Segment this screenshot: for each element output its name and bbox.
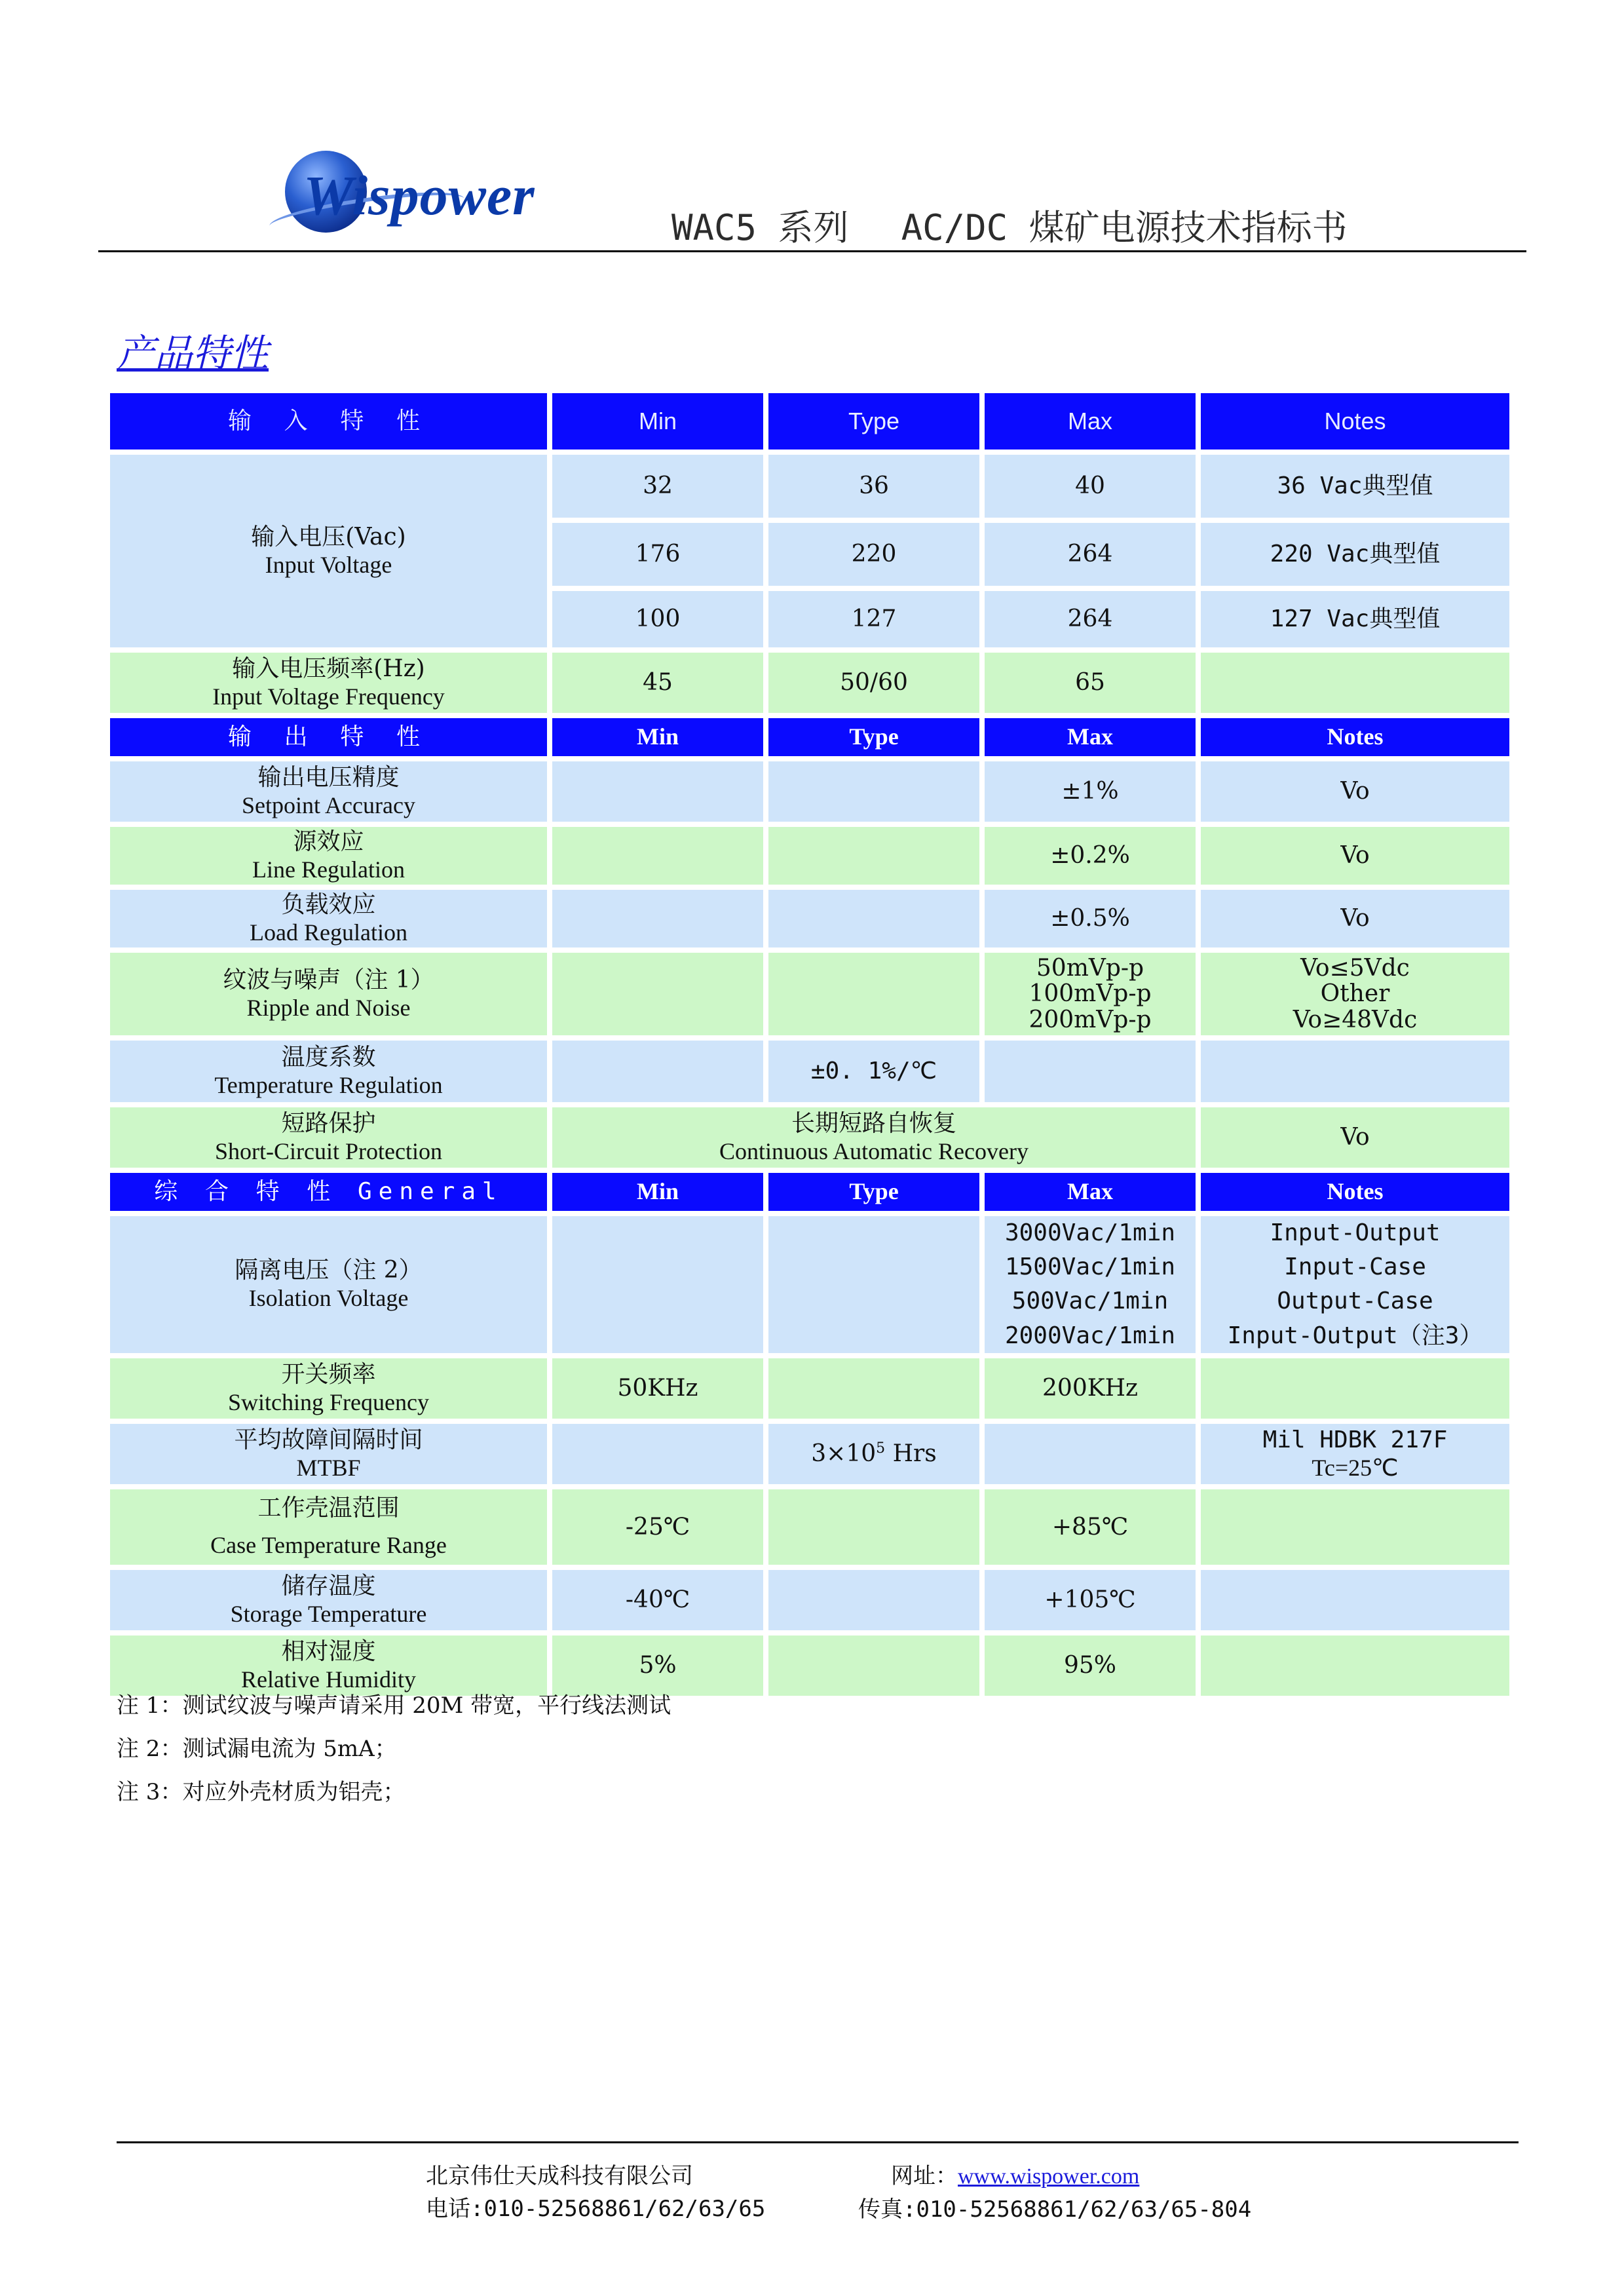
col-type: Type <box>768 1173 979 1211</box>
cell-notes <box>1201 1358 1509 1419</box>
cell-max <box>985 1424 1196 1484</box>
logo-text: Wispower <box>303 164 535 227</box>
cell-notes: Vo <box>1201 1107 1509 1168</box>
col-min: Min <box>552 718 763 756</box>
col-min: Min <box>552 1173 763 1211</box>
isolation-note-3: Output-Case <box>1277 1288 1433 1315</box>
general-section-label: 综 合 特 性 General <box>110 1173 547 1211</box>
ripple-note-2: Other <box>1320 980 1390 1008</box>
param-en: Setpoint Accuracy <box>242 792 415 818</box>
param-case-temperature <box>110 1489 547 1565</box>
param-cn: 温度系数 <box>281 1043 376 1071</box>
ripple-note-1: Vo≤5Vdc <box>1300 954 1410 982</box>
cell-notes: Vo <box>1201 761 1509 822</box>
col-max: Max <box>985 393 1196 450</box>
series-name: WAC5 系列 <box>671 207 849 248</box>
param-cn: 工作壳温范围 <box>257 1494 400 1521</box>
footer-left <box>426 2160 765 2225</box>
company-logo <box>187 151 554 249</box>
footnote-3: 注 3：对应外壳材质为铝壳； <box>117 1779 406 1805</box>
cell-min <box>552 1041 763 1102</box>
output-header-row <box>110 718 1509 756</box>
param-cn: 输入电压(Vac) <box>251 523 406 550</box>
param-cn: 短路保护 <box>281 1109 376 1137</box>
param-line-regulation <box>110 827 547 885</box>
cell-max: 264 <box>985 591 1196 647</box>
cell-type <box>768 1570 979 1630</box>
param-en: Input Voltage Frequency <box>212 683 445 710</box>
short-circuit-en: Continuous Automatic Recovery <box>719 1138 1029 1164</box>
header-rule <box>98 250 1526 252</box>
cell-notes: Vo <box>1201 890 1509 947</box>
cell-min <box>552 761 763 822</box>
cell-notes <box>1201 953 1509 1035</box>
spec-table <box>105 388 1515 1701</box>
param-cn: 源效应 <box>293 828 364 855</box>
isolation-note-1: Input-Output <box>1270 1219 1441 1246</box>
cell-type: 220 <box>768 523 979 586</box>
col-notes: Notes <box>1201 1173 1509 1211</box>
cell-notes <box>1201 1636 1509 1696</box>
cell-notes <box>1201 1041 1509 1102</box>
table-row <box>110 1424 1509 1484</box>
footer-right <box>858 2160 1251 2226</box>
input-header-row <box>110 393 1509 450</box>
param-cn: 平均故障间隔时间 <box>234 1426 423 1453</box>
cell-type <box>768 953 979 1035</box>
website-link[interactable]: www.wispower.com <box>958 2164 1140 2189</box>
table-row <box>110 1489 1509 1565</box>
param-load-regulation <box>110 890 547 947</box>
cell-max: 65 <box>985 653 1196 713</box>
param-storage-temperature <box>110 1570 547 1630</box>
param-cn: 开关频率 <box>281 1360 376 1388</box>
document-name: AC/DC 煤矿电源技术指标书 <box>901 207 1348 248</box>
short-circuit-cn: 长期短路自恢复 <box>791 1109 956 1137</box>
cell-notes <box>1201 1216 1509 1353</box>
isolation-max-3: 500Vac/1min <box>1011 1288 1169 1315</box>
param-en: Switching Frequency <box>228 1388 429 1415</box>
ripple-max-3: 200mVp-p <box>1029 1006 1152 1033</box>
param-switching-frequency <box>110 1358 547 1419</box>
param-cn: 输出电压精度 <box>257 763 400 791</box>
cell-type <box>768 827 979 885</box>
cell-min <box>552 827 763 885</box>
isolation-note-4: Input-Output（注3） <box>1227 1322 1483 1349</box>
col-type: Type <box>768 718 979 756</box>
mtbf-note-1: Mil HDBK 217F <box>1262 1426 1448 1453</box>
col-notes: Notes <box>1201 393 1509 450</box>
cell-type: 127 <box>768 591 979 647</box>
cell-notes: 220 Vac典型值 <box>1201 523 1509 586</box>
param-ripple-noise <box>110 953 547 1035</box>
col-notes: Notes <box>1201 718 1509 756</box>
cell-notes: 36 Vac典型值 <box>1201 455 1509 518</box>
table-row <box>110 653 1509 713</box>
param-cn: 纹波与噪声（注 1） <box>223 966 434 993</box>
cell-type <box>768 1489 979 1565</box>
cell-notes <box>1201 653 1509 713</box>
table-row <box>110 1107 1509 1168</box>
cell-type <box>768 1358 979 1419</box>
table-row <box>110 761 1509 822</box>
table-row <box>110 1358 1509 1419</box>
cell-min <box>552 890 763 947</box>
cell-type <box>768 761 979 822</box>
cell-type: 36 <box>768 455 979 518</box>
cell-max: ±0.5% <box>985 890 1196 947</box>
footnotes <box>117 1684 671 1814</box>
mtbf-base: 3×10 <box>811 1440 877 1468</box>
cell-max: ±0.2% <box>985 827 1196 885</box>
param-en: Input Voltage <box>265 552 392 578</box>
mtbf-note-2: Tc=25℃ <box>1312 1454 1399 1481</box>
param-en: Short-Circuit Protection <box>215 1138 442 1164</box>
cell-max: +85℃ <box>985 1489 1196 1565</box>
cell-notes <box>1201 1570 1509 1630</box>
param-en: Relative Humidity <box>241 1666 416 1693</box>
cell-min <box>552 1216 763 1353</box>
table-row <box>110 890 1509 947</box>
param-temperature-regulation <box>110 1041 547 1102</box>
input-section-label: 输 入 特 性 <box>110 393 547 450</box>
cell-min: 176 <box>552 523 763 586</box>
param-en: Temperature Regulation <box>214 1072 443 1098</box>
param-cn: 相对湿度 <box>281 1637 376 1665</box>
isolation-note-2: Input-Case <box>1284 1253 1426 1281</box>
table-row <box>110 1216 1509 1353</box>
param-cn: 负载效应 <box>281 890 376 918</box>
general-header-row <box>110 1173 1509 1211</box>
cell-type: 50/60 <box>768 653 979 713</box>
section-title: 产品特性 <box>117 331 269 375</box>
col-max: Max <box>985 718 1196 756</box>
company-name: 北京伟仕天成科技有限公司 <box>426 2163 693 2189</box>
cell-min: 45 <box>552 653 763 713</box>
cell-max: 95% <box>985 1636 1196 1696</box>
cell-max: 40 <box>985 455 1196 518</box>
cell-max: 200KHz <box>985 1358 1196 1419</box>
footer-rule <box>117 2141 1519 2143</box>
ripple-max-1: 50mVp-p <box>1036 954 1144 982</box>
table-row <box>110 1041 1509 1102</box>
website-label: 网址： <box>891 2163 958 2189</box>
cell-type <box>768 1424 979 1484</box>
mtbf-exponent: 5 <box>876 1440 886 1457</box>
col-min: Min <box>552 393 763 450</box>
cell-type <box>768 1216 979 1353</box>
cell-min <box>552 953 763 1035</box>
isolation-max-1: 3000Vac/1min <box>1004 1219 1176 1246</box>
phone-number: 电话:010-52568861/62/63/65 <box>426 2196 766 2222</box>
footnote-1: 注 1：测试纹波与噪声请采用 20M 带宽，平行线法测试 <box>117 1693 671 1719</box>
param-frequency <box>110 653 547 713</box>
cell-notes <box>1201 1489 1509 1565</box>
table-row <box>110 1570 1509 1630</box>
cell-max: +105℃ <box>985 1570 1196 1630</box>
cell-min: 5% <box>552 1636 763 1696</box>
param-en: Storage Temperature <box>230 1600 427 1627</box>
param-input-voltage <box>110 455 547 647</box>
cell-type: ±0. 1%/℃ <box>768 1041 979 1102</box>
cell-max: 264 <box>985 523 1196 586</box>
cell-min: -25℃ <box>552 1489 763 1565</box>
output-section-label: 输 出 特 性 <box>110 718 547 756</box>
cell-notes: Vo <box>1201 827 1509 885</box>
param-en: Line Regulation <box>252 856 405 883</box>
cell-max: ±1% <box>985 761 1196 822</box>
param-mtbf <box>110 1424 547 1484</box>
cell-short-circuit-value <box>552 1107 1196 1168</box>
param-en: Isolation Voltage <box>248 1285 409 1312</box>
param-cn: 储存温度 <box>281 1572 376 1599</box>
cell-min: 100 <box>552 591 763 647</box>
cell-min: 32 <box>552 455 763 518</box>
cell-notes: 127 Vac典型值 <box>1201 591 1509 647</box>
cell-type <box>768 1636 979 1696</box>
cell-min: 50KHz <box>552 1358 763 1419</box>
param-short-circuit <box>110 1107 547 1168</box>
table-row <box>110 455 1509 518</box>
col-type: Type <box>768 393 979 450</box>
document-title <box>671 200 1348 250</box>
footnote-2: 注 2：测试漏电流为 5mA； <box>117 1736 397 1762</box>
cell-max <box>985 953 1196 1035</box>
col-max: Max <box>985 1173 1196 1211</box>
param-en: Load Regulation <box>250 919 407 946</box>
param-isolation-voltage <box>110 1216 547 1353</box>
ripple-max-2: 100mVp-p <box>1029 980 1152 1008</box>
fax-number: 传真:010-52568861/62/63/65-804 <box>858 2196 1252 2223</box>
table-row <box>110 953 1509 1035</box>
param-cn: 隔离电压（注 2） <box>235 1257 423 1284</box>
cell-notes <box>1201 1424 1509 1484</box>
isolation-max-2: 1500Vac/1min <box>1004 1253 1176 1281</box>
param-setpoint-accuracy <box>110 761 547 822</box>
param-cn: 输入电压频率(Hz) <box>232 655 425 682</box>
cell-max <box>985 1216 1196 1353</box>
cell-min: -40℃ <box>552 1570 763 1630</box>
cell-min <box>552 1424 763 1484</box>
param-en: Case Temperature Range <box>210 1532 447 1559</box>
ripple-note-3: Vo≥48Vdc <box>1293 1006 1418 1033</box>
param-en: Ripple and Noise <box>246 995 411 1021</box>
cell-max <box>985 1041 1196 1102</box>
cell-type <box>768 890 979 947</box>
table-row <box>110 827 1509 885</box>
isolation-max-4: 2000Vac/1min <box>1004 1322 1176 1349</box>
param-en: MTBF <box>296 1454 361 1481</box>
mtbf-unit: Hrs <box>885 1440 937 1468</box>
